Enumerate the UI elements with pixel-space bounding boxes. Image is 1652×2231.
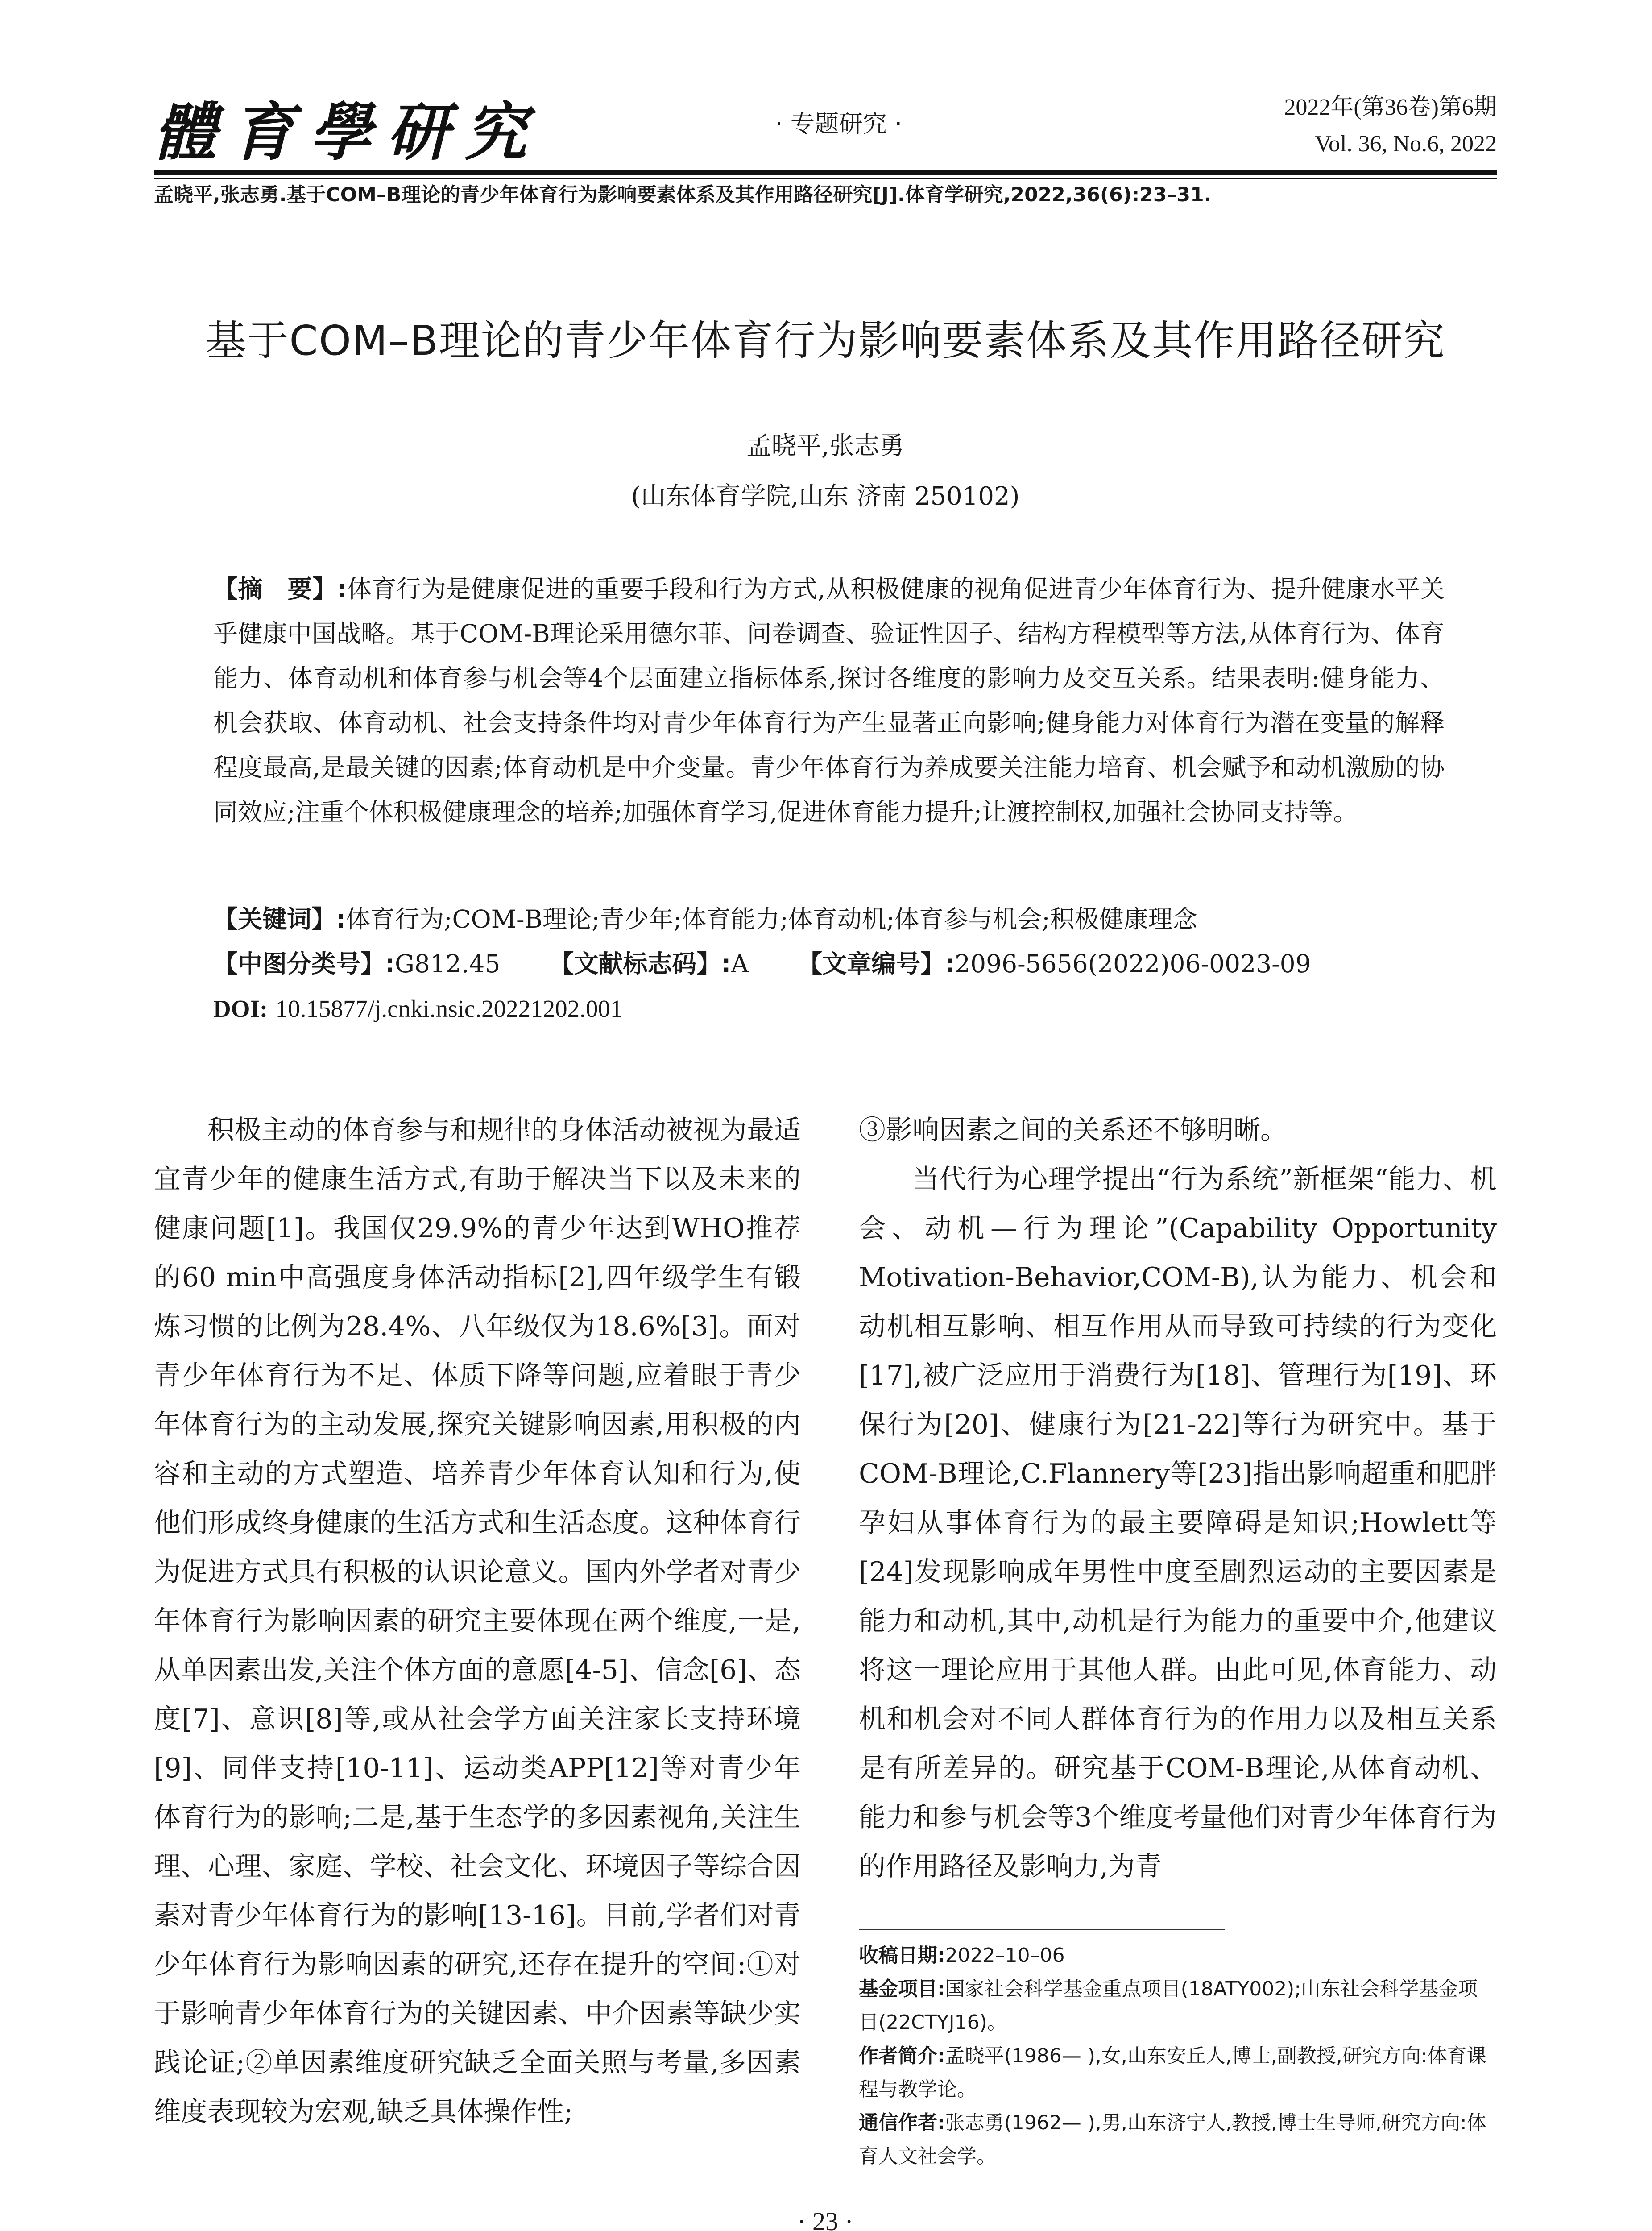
fund-label: 基金项目: bbox=[859, 1978, 945, 2000]
keywords-text: 体育行为;COM-B理论;青少年;体育能力;体育动机;体育参与机会;积极健康理念 bbox=[346, 905, 1197, 933]
footnote-rule bbox=[859, 1929, 1225, 1930]
journal-logo: 體育學研究 bbox=[154, 96, 542, 169]
received-value: 2022–10–06 bbox=[945, 1944, 1065, 1967]
corr-label: 通信作者: bbox=[859, 2111, 945, 2134]
header-rule bbox=[154, 170, 1497, 175]
doc-code-label: 【文献标志码】: bbox=[549, 950, 731, 978]
issue-info bbox=[1284, 89, 1497, 162]
doi-line bbox=[213, 986, 622, 1031]
article-no-label: 【文章编号】: bbox=[798, 950, 955, 978]
keywords-label: 【关键词】: bbox=[213, 905, 346, 933]
article-no-value: 2096-5656(2022)06-0023-09 bbox=[955, 950, 1311, 978]
body-paragraph: ③影响因素之间的关系还不够明晰。 bbox=[859, 1115, 1287, 1146]
body-right-column bbox=[859, 1106, 1497, 1891]
page-number: · 23 · bbox=[797, 2207, 853, 2231]
article-authors: 孟晓平,张志勇 bbox=[746, 431, 904, 460]
received-label: 收稿日期: bbox=[859, 1944, 945, 1967]
author-value: 孟晓平(1986— ),女,山东安丘人,博士,副教授,研究方向:体育课程与教学论。 bbox=[859, 2044, 1486, 2101]
clc-value: G812.45 bbox=[395, 950, 501, 978]
abstract-label: 【摘 要】: bbox=[213, 575, 347, 603]
header-rule-thin bbox=[154, 178, 1497, 179]
doc-code-value: A bbox=[731, 950, 749, 978]
fund-value: 国家社会科学基金重点项目(18ATY002);山东社会科学基金项目(22CTYJ16)。 bbox=[859, 1978, 1478, 2034]
author-label: 作者简介: bbox=[859, 2044, 945, 2067]
issue-cn: 2022年(第36卷)第6期 bbox=[1284, 95, 1497, 120]
citation-line: 孟晓平,张志勇.基于COM–B理论的青少年体育行为影响要素体系及其作用路径研究[J].体育学研究,2022,36(6):23–31. bbox=[154, 183, 1212, 206]
footnote-received bbox=[859, 1939, 1497, 1972]
footnote-author bbox=[859, 2039, 1497, 2106]
keywords bbox=[213, 897, 1197, 941]
doi-value[interactable]: 10.15877/j.cnki.nsic.20221202.001 bbox=[275, 995, 623, 1022]
footnote-fund bbox=[859, 1972, 1497, 2039]
section-tag: · 专题研究 · bbox=[775, 110, 903, 138]
clc-label: 【中图分类号】: bbox=[213, 950, 395, 978]
corr-value: 张志勇(1962— ),男,山东济宁人,教授,博士生导师,研究方向:体育人文社会学。 bbox=[859, 2111, 1486, 2168]
classification-line bbox=[213, 941, 1311, 986]
body-paragraph: 当代行为心理学提出“行为系统”新框架“能力、机会、动机—行为理论”(Capability Opportunity Motivation-Behavior,COM-B),认为能力、机会和动机相互影响、相互作用从而导致可持续的行为变化[17],被广泛应用于消费行为[18]、管理行为[19]、环保行为[20]、健康行为[21-22]等行为研究中。基于COM-B理论,C.Flannery等[23]指出影响超重和肥胖孕妇从事体育行为的最主要障碍是知识;Howlett等[24]发现影响成年男性中度至剧烈运动的主要因素是能力和动机,其中,动机是行为能力的重要中介,他建议将这一理论应用于其他人群。由此可见,体育能力、动机和机会对不同人群体育行为的作用力以及相互关系是有所差异的。研究基于COM-B理论,从体育动机、能力和参与机会等3个维度考量他们对青少年体育行为的作用路径及影响力,为青 bbox=[859, 1164, 1497, 1882]
body-paragraph: 积极主动的体育参与和规律的身体活动被视为最适宜青少年的健康生活方式,有助于解决当下以及未来的健康问题[1]。我国仅29.9%的青少年达到WHO推荐的60 min中高强度身体活动指标[2],四年级学生有锻炼习惯的比例为28.4%、八年级仅为18.6%[3]。面对青少年体育行为不足、体质下降等问题,应着眼于青少年体育行为的主动发展,探究关键影响因素,用积极的内容和主动的方式塑造、培养青少年体育认知和行为,使他们形成终身健康的生活方式和生活态度。这种体育行为促进方式具有积极的认识论意义。国内外学者对青少年体育行为影响因素的研究主要体现在两个维度,一是,从单因素出发,关注个体方面的意愿[4-5]、信念[6]、态度[7]、意识[8]等,或从社会学方面关注家长支持环境[9]、同伴支持[10-11]、运动类APP[12]等对青少年体育行为的影响;二是,基于生态学的多因素视角,关注生理、心理、家庭、学校、社会文化、环境因子等综合因素对青少年体育行为的影响[13-16]。目前,学者们对青少年体育行为影响因素的研究,还存在提升的空间:①对于影响青少年体育行为的关键因素、中介因素等缺少实践论证;②单因素维度研究缺乏全面关照与考量,多因素维度表现较为宏观,缺乏具体操作性; bbox=[154, 1115, 801, 2127]
abstract-text: 体育行为是健康促进的重要手段和行为方式,从积极健康的视角促进青少年体育行为、提升健康水平关乎健康中国战略。基于COM-B理论采用德尔菲、问卷调查、验证性因子、结构方程模型等方法,从体育行为、体育能力、体育动机和体育参与机会等4个层面建立指标体系,探讨各维度的影响力及交互关系。结果表明:健身能力、机会获取、体育动机、社会支持条件均对青少年体育行为产生显著正向影响;健身能力对体育行为潜在变量的解释程度最高,是最关键的因素;体育动机是中介变量。青少年体育行为养成要关注能力培育、机会赋予和动机激励的协同效应;注重个体积极健康理念的培养;加强体育学习,促进体育能力提升;让渡控制权,加强社会协同支持等。 bbox=[213, 575, 1445, 826]
issue-en: Vol. 36, No.6, 2022 bbox=[1315, 131, 1497, 157]
body-left-column bbox=[154, 1106, 801, 2136]
abstract bbox=[213, 567, 1445, 834]
article-title: 基于COM–B理论的青少年体育行为影响要素体系及其作用路径研究 bbox=[205, 317, 1445, 365]
article-affiliation: (山东体育学院,山东 济南 250102) bbox=[631, 482, 1020, 511]
footnotes bbox=[859, 1939, 1497, 2173]
doi-label: DOI: bbox=[213, 995, 268, 1022]
footnote-corresponding bbox=[859, 2106, 1497, 2173]
